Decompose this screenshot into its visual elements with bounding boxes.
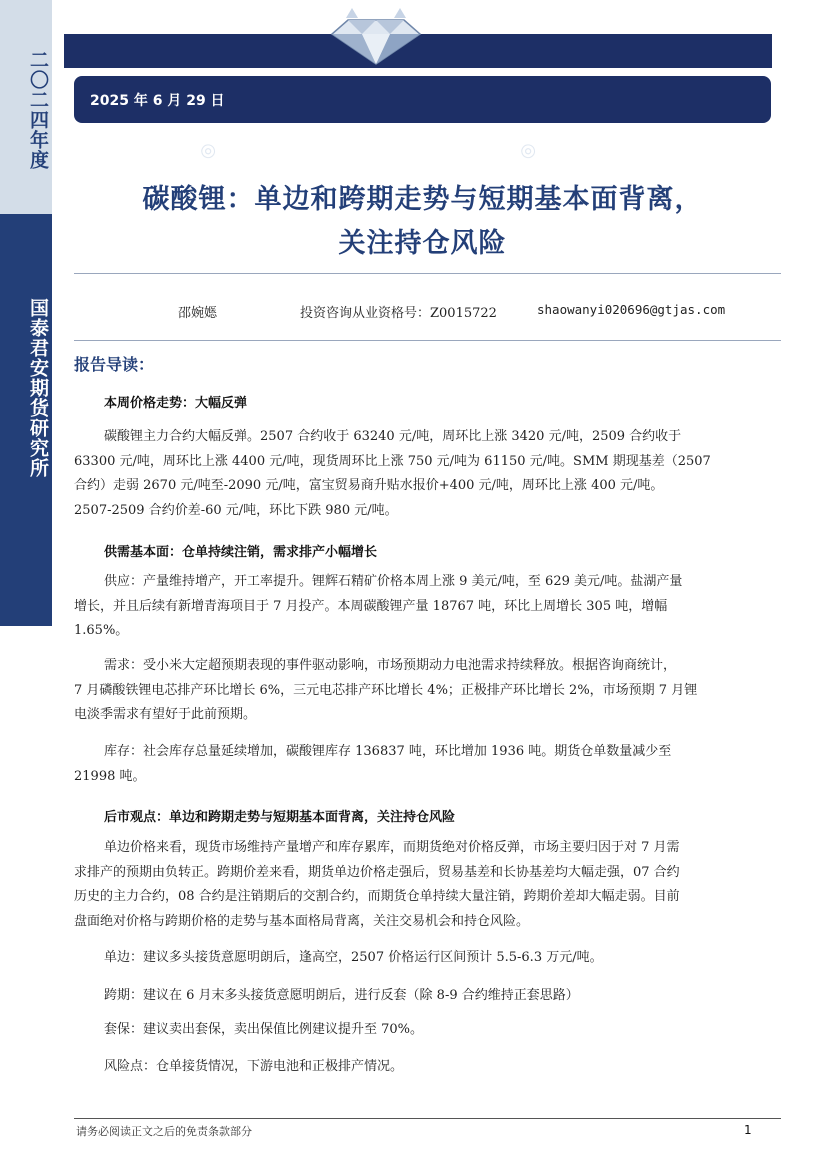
author-license: 投资咨询从业资格号：Z0015722: [300, 306, 497, 321]
single-side-strategy: [74, 946, 771, 971]
page-number: 1: [744, 1123, 752, 1137]
paragraph-line: 历史的主力合约，08 合约是注销期后的交割合约，而期货仓单持续大量注销，跨期价差却大幅走弱。目前: [74, 889, 680, 904]
paragraph-line: 盘面绝对价格与跨期价格的走势与基本面格局背离，关注交易机会和持仓风险。: [74, 913, 530, 929]
paragraph-line: 7 月磷酸铁锂电芯排产环比增长 6%，三元电芯排产环比增长 4%；正极排产环比增长 2%，市场预期 7 月锂: [74, 682, 698, 698]
title-divider: [74, 273, 781, 274]
guide-heading: 报告导读：: [74, 355, 155, 374]
date-bar: [74, 76, 771, 123]
price-section-heading: 本周价格走势：大幅反弹: [104, 396, 248, 411]
demand-paragraph: [74, 654, 771, 728]
title-line-2: 关注持仓风险: [338, 228, 507, 259]
paragraph-line: 供应：产量维持增产，开工率提升。锂辉石精矿价格本周上涨 9 美元/吨，至 629 美元/吨。盐湖产量: [104, 574, 683, 589]
paragraph-line: 跨期：建议在 6 月末多头接货意愿明朗后，进行反套（除 8-9 合约维持正套思路）: [104, 988, 579, 1003]
paragraph-line: 1.65%。: [74, 623, 129, 638]
report-title: [74, 178, 771, 266]
paragraph-line: 21998 吨。: [74, 768, 146, 784]
watermark: ◎: [197, 138, 219, 163]
inventory-paragraph: [74, 740, 771, 789]
paragraph-line: 2507-2509 合约价差-60 元/吨，环比下跌 980 元/吨。: [74, 502, 398, 518]
sidebar-institute: 国泰君安期货研究所: [27, 298, 49, 478]
report-date: 2025 年 6 月 29 日: [90, 93, 225, 109]
paragraph-line: 63300 元/吨，周环比上涨 4400 元/吨，现货周环比上涨 750 元/吨为 61150 元/吨。SMM 期现基差（2507: [74, 453, 711, 469]
paragraph-line: 需求：受小米大定超预期表现的事件驱动影响，市场预期动力电池需求持续释放。根据咨询商统计，: [104, 658, 677, 673]
price-paragraph: [74, 425, 771, 523]
paragraph-line: 求排产的预期由负转正。跨期价差来看，期货单边价格走强后，贸易基差和长协基差均大幅走强，07 合约: [74, 864, 680, 880]
risk-points: [74, 1055, 771, 1080]
author-divider: [74, 340, 781, 341]
paragraph-line: 套保：建议卖出套保，卖出保值比例建议提升至 70%。: [104, 1022, 424, 1037]
paragraph-line: 单边：建议多头接货意愿明朗后，逢高空，2507 价格运行区间预计 5.5-6.3 万元/吨。: [104, 950, 603, 965]
paragraph-line: 增长，并且后续有新增青海项目于 7 月投产。本周碳酸锂产量 18767 吨，环比上周增长 305 吨，增幅: [74, 598, 668, 614]
footer-disclaimer: 请务必阅读正文之后的免责条款部分: [76, 1125, 252, 1138]
diamond-logo-icon: [328, 6, 424, 66]
outlook-heading: 后市观点：单边和跨期走势与短期基本面背离，关注持仓风险: [104, 810, 456, 825]
paragraph-line: 电淡季需求有望好于此前预期。: [74, 707, 257, 722]
supply-demand-heading: 供需基本面：仓单持续注销，需求排产小幅增长: [104, 545, 378, 560]
paragraph-line: 风险点：仓单接货情况，下游电池和正极排产情况。: [104, 1059, 404, 1074]
paragraph-line: 碳酸锂主力合约大幅反弹。2507 合约收于 63240 元/吨，周环比上涨 3420 元/吨，2509 合约收于: [104, 429, 682, 444]
hedge-strategy: [74, 1018, 771, 1043]
author-name: 邵婉嫕: [178, 306, 218, 321]
paragraph-line: 合约）走弱 2670 元/吨至-2090 元/吨，富宝贸易商升贴水报价+400 元/吨，周环比上涨 400 元/吨。: [74, 478, 664, 493]
paragraph-line: 库存：社会库存总量延续增加，碳酸锂库存 136837 吨，环比增加 1936 吨。期货仓单数量减少至: [104, 744, 672, 759]
watermark: ◎: [517, 138, 539, 163]
author-email: shaowanyi020696@gtjas.com: [537, 302, 726, 317]
sidebar-year: 二〇二四年度: [27, 50, 49, 170]
footer-divider: [74, 1118, 781, 1119]
paragraph-line: 单边价格来看，现货市场维持产量增产和库存累库，而期货绝对价格反弹，市场主要归因于对 7 月需: [104, 840, 680, 855]
title-line-1: 碳酸锂：单边和跨期走势与短期基本面背离，: [142, 184, 703, 215]
supply-paragraph: [74, 570, 771, 644]
outlook-paragraph: [74, 836, 771, 934]
cross-period-strategy: [74, 984, 771, 1009]
